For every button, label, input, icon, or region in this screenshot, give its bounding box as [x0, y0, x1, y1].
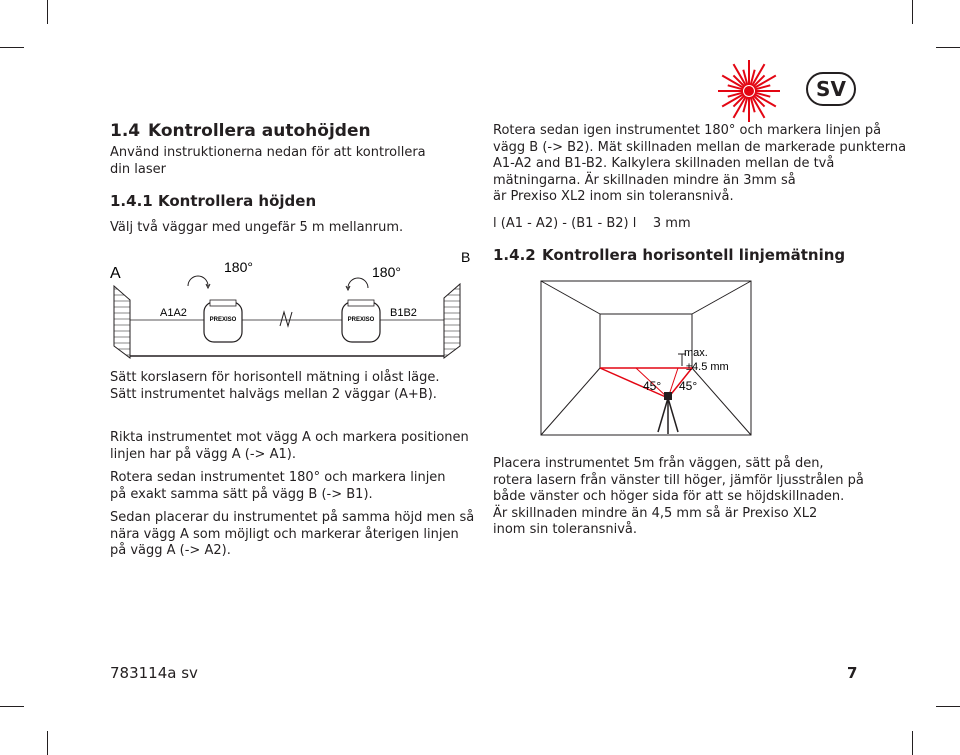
angle-right: 45°	[679, 379, 698, 393]
intro-text	[110, 145, 426, 178]
crop-mark	[912, 0, 913, 24]
crop-mark	[47, 731, 48, 755]
horizontal-check-figure	[540, 280, 752, 436]
text-line: vägg B (-> B2). Mät skillnaden mellan de markerade punkterna	[493, 139, 907, 155]
text-line: både vänster och höger sida för att se höjdskillnaden.	[493, 489, 845, 504]
crop-mark	[0, 47, 24, 48]
max-value: ±4.5 mm	[686, 361, 729, 373]
crop-mark	[936, 47, 960, 48]
horizontal-paragraph	[493, 456, 864, 539]
mark-label-b: B1B2	[390, 307, 417, 319]
rotation-label-right: 180°	[372, 264, 401, 280]
max-label: max.	[684, 347, 708, 359]
language-badge-text: SV	[816, 77, 846, 101]
section-heading-1-4-1	[110, 192, 316, 210]
crop-mark	[912, 731, 913, 755]
mark-label-a: A1A2	[160, 307, 187, 319]
device-brand: PREXISO	[347, 317, 375, 323]
laser-star-icon	[716, 58, 782, 124]
walls-text: Välj två väggar med ungefär 5 m mellanrum.	[110, 220, 404, 235]
section-heading-1-4	[110, 121, 371, 141]
section-number: 1.4.2	[493, 246, 536, 264]
text-line: din laser	[110, 161, 166, 177]
section-heading-1-4-2	[493, 246, 845, 264]
text-line: Sätt korslasern för horisontell mätning i olåst läge.	[110, 370, 440, 385]
angle-left: 45°	[643, 379, 662, 393]
text-line: Rikta instrumentet mot vägg A och markera positionen	[110, 430, 469, 445]
height-check-figure	[100, 250, 490, 362]
text-line: är Prexiso XL2 inom sin toleransnivå.	[493, 189, 734, 204]
tolerance-formula: l (A1 - A2) - (B1 - B2) l 3 mm	[493, 216, 691, 231]
rotation-arrow-right	[348, 278, 368, 288]
section-number: 1.4.1	[110, 192, 153, 210]
step-1	[110, 430, 469, 463]
setup-text	[110, 370, 440, 403]
text-line: Sätt instrumentet halvägs mellan 2 väggar (A+B).	[110, 386, 437, 402]
text-line: inom sin toleransnivå.	[493, 522, 637, 537]
text-line: mätningarna. Är skillnaden mindre än 3mm så	[493, 172, 796, 188]
crop-mark	[47, 0, 48, 24]
text-line: A1-A2 and B1-B2. Kalkylera skillnaden mellan de två	[493, 156, 835, 171]
crop-mark	[936, 706, 960, 707]
text-line: Rotera sedan instrumentet 180° och markera linjen	[110, 470, 446, 485]
page-number: 7	[847, 664, 858, 682]
text-line: nära vägg A som möjligt och markerar återigen linjen	[110, 526, 459, 542]
label-wall-a: A	[110, 265, 121, 282]
text-line: på exakt samma sätt på vägg B (-> B1).	[110, 486, 373, 502]
footer-code: 783114a sv	[110, 664, 198, 682]
rotation-arrow-left	[188, 276, 208, 286]
text-line: Är skillnaden mindre än 4,5 mm så är Prexiso XL2	[493, 505, 818, 521]
crop-mark	[0, 706, 24, 707]
label-wall-b: B	[461, 250, 471, 265]
step-2	[110, 470, 446, 503]
text-line: Använd instruktionerna nedan för att kontrollera	[110, 145, 426, 160]
text-line: Placera instrumentet 5m från väggen, sätt på den,	[493, 456, 824, 471]
section-title: Kontrollera autohöjden	[148, 121, 371, 141]
rotate-paragraph	[493, 123, 906, 206]
section-number: 1.4	[110, 121, 141, 141]
section-title: Kontrollera horisontell linjemätning	[542, 246, 846, 264]
step-3	[110, 510, 474, 560]
wall-b	[444, 284, 460, 358]
section-title: Kontrollera höjden	[158, 192, 317, 210]
text-line: Rotera sedan igen instrumentet 180° och markera linjen på	[493, 123, 882, 138]
device-brand: PREXISO	[209, 317, 237, 323]
rotation-label-left: 180°	[224, 259, 253, 275]
text-line: på vägg A (-> A2).	[110, 543, 231, 558]
text-line: linjen har på vägg A (-> A1).	[110, 446, 296, 462]
text-line: Sedan placerar du instrumentet på samma höjd men så	[110, 510, 475, 525]
text-line: rotera lasern från vänster till höger, jämför ljusstrålen på	[493, 472, 864, 488]
wall-a	[114, 286, 130, 358]
language-badge	[806, 72, 856, 106]
